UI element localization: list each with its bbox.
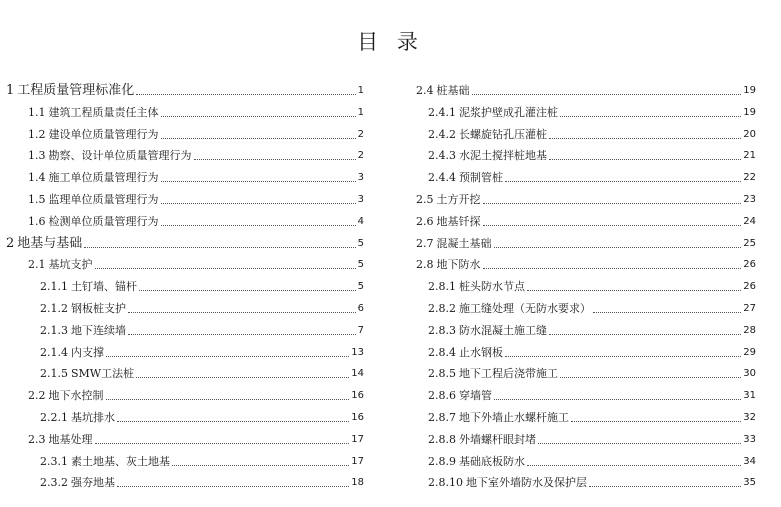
toc-entry[interactable]	[414, 147, 756, 163]
dot-leader	[194, 158, 356, 160]
toc-entry-page: 19	[743, 85, 756, 96]
toc-entry-title: 建设单位质量管理行为	[48, 127, 159, 141]
toc-entry-title: 地下连续墙	[71, 323, 126, 337]
toc-entry-number: 2.5	[416, 193, 434, 206]
toc-entry[interactable]	[414, 169, 756, 185]
toc-entry-number: 2.4.1	[428, 105, 456, 119]
toc-entry-number: 2.4.4	[428, 171, 456, 185]
dot-leader	[483, 202, 742, 204]
toc-entry-page: 17	[351, 433, 364, 445]
dot-leader	[161, 115, 356, 117]
toc-entry-title: 止水钢板	[459, 345, 503, 359]
toc-entry-number: 1.2	[28, 127, 46, 141]
toc-entry[interactable]	[414, 213, 756, 229]
toc-entry-title: 施工单位质量管理行为	[48, 171, 159, 185]
toc-entry-title: 建筑工程质量责任主体	[48, 105, 159, 119]
toc-entry-number: 1.5	[28, 193, 46, 206]
dot-leader	[494, 398, 741, 400]
toc-entry[interactable]	[0, 431, 364, 447]
toc-entry-title: 地下外墙止水螺杆施工	[459, 411, 569, 424]
toc-entry[interactable]	[0, 235, 364, 251]
toc-entry-page: 1	[357, 106, 364, 118]
toc-entry-page: 29	[743, 346, 756, 358]
toc-entry-page: 2	[357, 128, 364, 140]
toc-entry-page: 25	[743, 237, 756, 249]
toc-entry-page: 13	[351, 346, 364, 358]
toc-entry-title: 地下防水	[436, 258, 481, 272]
toc-entry[interactable]	[0, 474, 364, 490]
toc-entry-page: 26	[743, 259, 756, 271]
toc-entry-number: 2.8.9	[428, 454, 456, 468]
dot-leader	[571, 420, 741, 422]
toc-entry[interactable]	[414, 126, 756, 142]
dot-leader	[549, 137, 741, 139]
toc-entry-title: 基础底板防水	[459, 454, 525, 468]
toc-entry-number: 2.3	[28, 432, 46, 446]
dot-leader	[494, 246, 742, 248]
toc-entry-number: 1.3	[28, 149, 46, 163]
toc-entry[interactable]	[414, 256, 756, 272]
toc-entry-title: 钢板桩支护	[71, 302, 126, 315]
toc-entry[interactable]	[0, 191, 364, 207]
toc-entry-number: 2.3.2	[40, 476, 68, 490]
toc-entry-number: 2.8.10	[428, 476, 463, 490]
toc-entry-number: 2.1.1	[40, 280, 68, 294]
dot-leader	[527, 289, 741, 291]
toc-entry[interactable]	[0, 82, 364, 98]
toc-entry-number: 1.4	[28, 171, 46, 185]
toc-entry[interactable]	[414, 365, 756, 381]
dot-leader	[117, 485, 349, 487]
dot-leader	[161, 137, 356, 139]
toc-entry[interactable]	[414, 474, 756, 490]
toc-entry-title: 土钉墙、锚杆	[71, 280, 137, 294]
dot-leader	[106, 398, 350, 400]
toc-entry-page: 2	[357, 150, 364, 162]
toc-entry-title: 泥浆护壁成孔灌注桩	[459, 105, 558, 119]
toc-entry-number: 2.1.5	[40, 367, 68, 381]
toc-entry-title: 水泥土搅拌桩地基	[459, 149, 547, 163]
toc-entry-title: 穿墙管	[459, 389, 492, 403]
toc-entry-number: 2.8.8	[428, 432, 456, 446]
dot-leader	[84, 246, 355, 248]
toc-entry[interactable]	[414, 278, 756, 294]
toc-entry-page: 5	[357, 259, 364, 271]
toc-entry-title: 检测单位质量管理行为	[48, 214, 159, 228]
toc-entry-number: 1	[6, 83, 15, 98]
dot-leader	[560, 115, 741, 117]
toc-entry-page: 3	[357, 172, 364, 184]
toc-entry-page: 7	[357, 324, 364, 336]
toc-entry[interactable]	[0, 387, 364, 403]
toc-entry-title: 基坑支护	[48, 258, 93, 272]
toc-entry[interactable]	[0, 126, 364, 142]
toc-entry-number: 2.8.1	[428, 280, 456, 294]
toc-entry-number: 2.8.2	[428, 302, 456, 315]
dot-leader	[128, 333, 356, 335]
toc-entry-title: 预制管桩	[459, 171, 503, 185]
toc-entry[interactable]	[414, 344, 756, 360]
toc-entry-page: 30	[743, 368, 756, 380]
dot-leader	[117, 420, 349, 422]
toc-entry-page: 31	[743, 390, 756, 402]
dot-leader	[560, 376, 741, 378]
dot-leader	[472, 93, 742, 95]
dot-leader	[527, 464, 741, 466]
toc-entry[interactable]	[0, 104, 364, 120]
toc-entry-page: 5	[357, 281, 364, 293]
toc-entry-page: 20	[743, 128, 756, 140]
toc-entry-page: 16	[351, 412, 364, 423]
toc-entry-title: 地基处理	[48, 432, 93, 446]
toc-entry-title: 外墙螺杆眼封堵	[459, 432, 536, 446]
toc-entry-page: 5	[357, 237, 364, 249]
toc-entry-title: 基坑排水	[71, 411, 115, 424]
toc-entry-title: 桩头防水节点	[459, 280, 525, 294]
toc-entry-page: 23	[743, 194, 756, 205]
toc-entry[interactable]	[414, 235, 756, 251]
dot-leader	[505, 355, 741, 357]
toc-entry-title: 勘察、设计单位质量管理行为	[48, 149, 192, 163]
toc-entry-number: 2.8.3	[428, 323, 456, 337]
dot-leader	[589, 485, 741, 487]
toc-entry-number: 2.8.6	[428, 389, 456, 403]
dot-leader	[161, 180, 356, 182]
toc-entry-number: 1.6	[28, 214, 46, 228]
toc-entry-number: 2.1.3	[40, 323, 68, 337]
toc-entry-page: 22	[743, 172, 756, 184]
toc-entry-page: 17	[351, 455, 364, 467]
toc-entry-page: 4	[357, 215, 364, 227]
toc-entry-page: 18	[351, 477, 364, 489]
toc-entry-number: 2.6	[416, 214, 434, 228]
toc-entry-number: 2.1.2	[40, 302, 68, 315]
toc-entry-page: 3	[357, 194, 364, 205]
toc-entry-number: 2.4	[416, 84, 434, 97]
toc-entry[interactable]	[414, 300, 756, 316]
toc-entry-title: 地下水控制	[48, 389, 104, 403]
dot-leader	[136, 376, 349, 378]
toc-entry[interactable]	[0, 278, 364, 294]
toc-entry[interactable]	[0, 147, 364, 163]
toc-entry-page: 35	[743, 477, 756, 489]
toc-entry-page: 6	[357, 303, 364, 314]
toc-entry-title: 地基与基础	[17, 235, 83, 251]
toc-entry[interactable]	[0, 365, 364, 381]
toc-entry-title: SMW工法桩	[71, 367, 135, 381]
toc-entry-title: 地基钎探	[436, 214, 481, 228]
dot-leader	[483, 267, 742, 269]
toc-entry-title: 工程质量管理标准化	[17, 83, 135, 98]
toc-entry-page: 32	[743, 412, 756, 423]
toc-entry-number: 2.8.4	[428, 345, 456, 359]
toc-entry[interactable]	[0, 256, 364, 272]
toc-entry-title: 素土地基、灰土地基	[71, 454, 170, 468]
toc-entry[interactable]	[0, 409, 364, 425]
toc-entry-title: 监理单位质量管理行为	[48, 193, 159, 206]
toc-entry-page: 1	[357, 85, 364, 96]
dot-leader	[139, 289, 356, 291]
toc-entry-number: 2.7	[416, 236, 434, 250]
toc-entry[interactable]	[414, 387, 756, 403]
toc-entry[interactable]	[414, 431, 756, 447]
toc-entry-number: 2.8.5	[428, 367, 456, 381]
dot-leader	[483, 224, 742, 226]
toc-entry-number: 2.4.2	[428, 127, 456, 141]
dot-leader	[593, 311, 741, 313]
toc-entry-title: 地下室外墙防水及保护层	[466, 476, 587, 490]
toc-entry[interactable]	[414, 191, 756, 207]
toc-entry[interactable]	[414, 104, 756, 120]
toc-entry-number: 2.3.1	[40, 454, 68, 468]
dot-leader	[95, 442, 350, 444]
toc-entry[interactable]	[0, 344, 364, 360]
dot-leader	[128, 311, 356, 313]
toc-entry[interactable]	[414, 82, 756, 98]
dot-leader	[549, 333, 741, 335]
dot-leader	[161, 202, 356, 204]
toc-entry-number: 2.2.1	[40, 411, 68, 424]
toc-entry-title: 强夯地基	[71, 476, 115, 490]
toc-entry-title: 桩基础	[436, 84, 470, 97]
toc-entry-number: 2.1.4	[40, 345, 68, 359]
toc-entry-number: 2.8	[416, 258, 434, 272]
toc-entry-title: 施工缝处理（无防水要求）	[459, 302, 591, 315]
toc-entry-number: 2.2	[28, 389, 46, 403]
dot-leader	[172, 464, 349, 466]
toc-entry[interactable]	[414, 453, 756, 469]
toc-entry-page: 27	[743, 303, 756, 314]
toc-entry[interactable]	[0, 453, 364, 469]
dot-leader	[106, 355, 349, 357]
toc-entry-title: 防水混凝土施工缝	[459, 323, 547, 337]
page-title: 目 录	[357, 30, 424, 54]
toc-entry-page: 26	[743, 281, 756, 293]
toc-entry[interactable]	[0, 213, 364, 229]
toc-entry-page: 34	[743, 455, 756, 467]
toc-entry-page: 33	[743, 433, 756, 445]
toc-entry-page: 28	[743, 324, 756, 336]
dot-leader	[505, 180, 741, 182]
dot-leader	[161, 224, 356, 226]
dot-leader	[538, 442, 741, 444]
dot-leader	[95, 267, 356, 269]
toc-entry-title: 长螺旋钻孔压灌桩	[459, 127, 547, 141]
toc-entry-number: 2.8.7	[428, 411, 456, 424]
toc-entry-page: 24	[743, 215, 756, 227]
toc-entry-number: 2.1	[28, 258, 46, 272]
toc-entry-page: 21	[743, 150, 756, 162]
toc-entry[interactable]	[414, 409, 756, 425]
toc-entry[interactable]	[414, 322, 756, 338]
toc-entry[interactable]	[0, 300, 364, 316]
toc-entry-title: 内支撑	[71, 345, 104, 359]
toc-entry-title: 地下工程后浇带施工	[459, 367, 558, 381]
toc-entry-number: 2.4.3	[428, 149, 456, 163]
toc-entry-number: 2	[6, 235, 15, 251]
toc-entry-number: 1.1	[28, 105, 46, 119]
toc-entry-title: 混凝土基础	[436, 236, 492, 250]
toc-entry-page: 14	[351, 368, 364, 380]
dot-leader	[549, 158, 741, 160]
dot-leader	[136, 93, 355, 95]
toc-entry-page: 16	[351, 390, 364, 402]
toc-entry[interactable]	[0, 322, 364, 338]
toc-entry[interactable]	[0, 169, 364, 185]
toc-entry-page: 19	[743, 106, 756, 118]
toc-entry-title: 土方开挖	[436, 193, 481, 206]
